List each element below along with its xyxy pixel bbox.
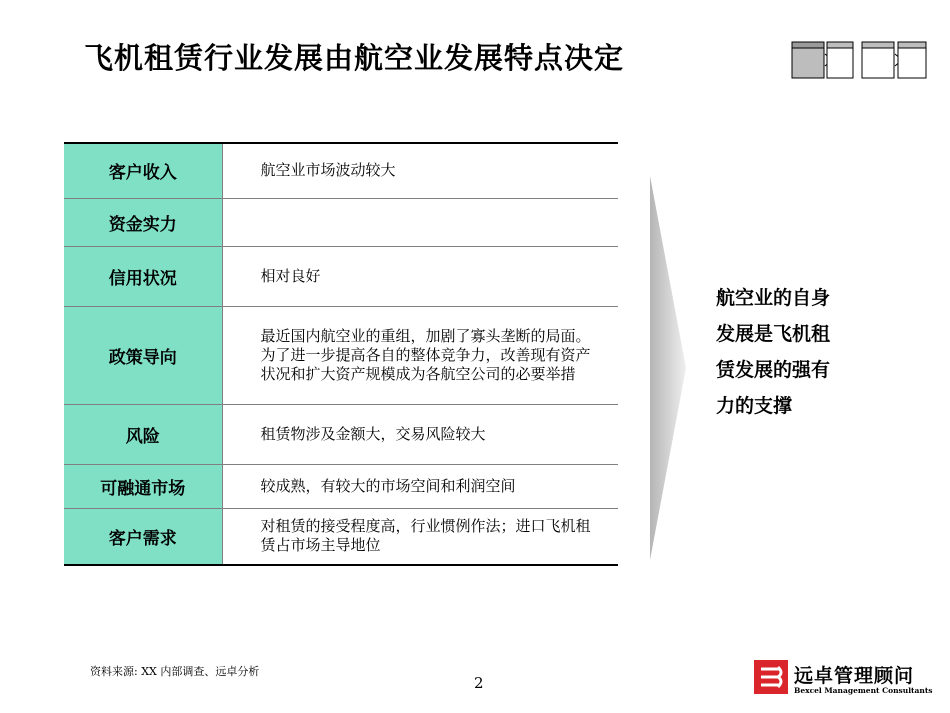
- logo-mark-icon: [754, 660, 788, 694]
- company-logo: [754, 660, 944, 700]
- slide-title: 飞机租赁行业发展由航空业发展特点决定: [84, 41, 625, 75]
- factor-table: [64, 142, 618, 566]
- row-label: 风险: [64, 404, 222, 464]
- conclusion-text: 航空业的自身发展是飞机租赁发展的强有力的支撑: [716, 287, 831, 417]
- row-description: 对租赁的接受程度高，行业惯例作法；进口飞机租赁占市场主导地位: [222, 508, 618, 565]
- logo-name-cn: 远卓管理顾问: [794, 665, 915, 687]
- source-note: 资料来源: XX 内部调查、远卓分析: [90, 665, 260, 678]
- right-arrow-icon: [648, 176, 688, 560]
- row-description: 航空业市场波动较大: [222, 143, 618, 198]
- page-number: 2: [474, 674, 484, 692]
- row-label: 客户收入: [64, 143, 222, 198]
- row-description: 租赁物涉及金额大，交易风险较大: [222, 404, 618, 464]
- table-row: [64, 306, 618, 404]
- table-row: [64, 508, 618, 565]
- row-description: 最近国内航空业的重组，加剧了寡头垄断的局面。为了进一步提高各自的整体竞争力，改善现有资产状况和扩大资产规模成为各航空公司的必要举措: [222, 306, 618, 404]
- row-label: 资金实力: [64, 198, 222, 246]
- logo-name-en: Bexcel Management Consultants: [794, 686, 933, 695]
- table-row: [64, 246, 618, 306]
- row-label: 信用状况: [64, 246, 222, 306]
- row-label: 客户需求: [64, 508, 222, 565]
- row-description: [222, 198, 618, 246]
- table-row: [64, 404, 618, 464]
- row-description: 相对良好: [222, 246, 618, 306]
- row-description: 较成熟，有较大的市场空间和利润空间: [222, 464, 618, 508]
- table-row: [64, 464, 618, 508]
- table-row: [64, 143, 618, 198]
- row-label: 政策导向: [64, 306, 222, 404]
- table-row: [64, 198, 618, 246]
- navigation-icon: [790, 40, 930, 80]
- row-label: 可融通市场: [64, 464, 222, 508]
